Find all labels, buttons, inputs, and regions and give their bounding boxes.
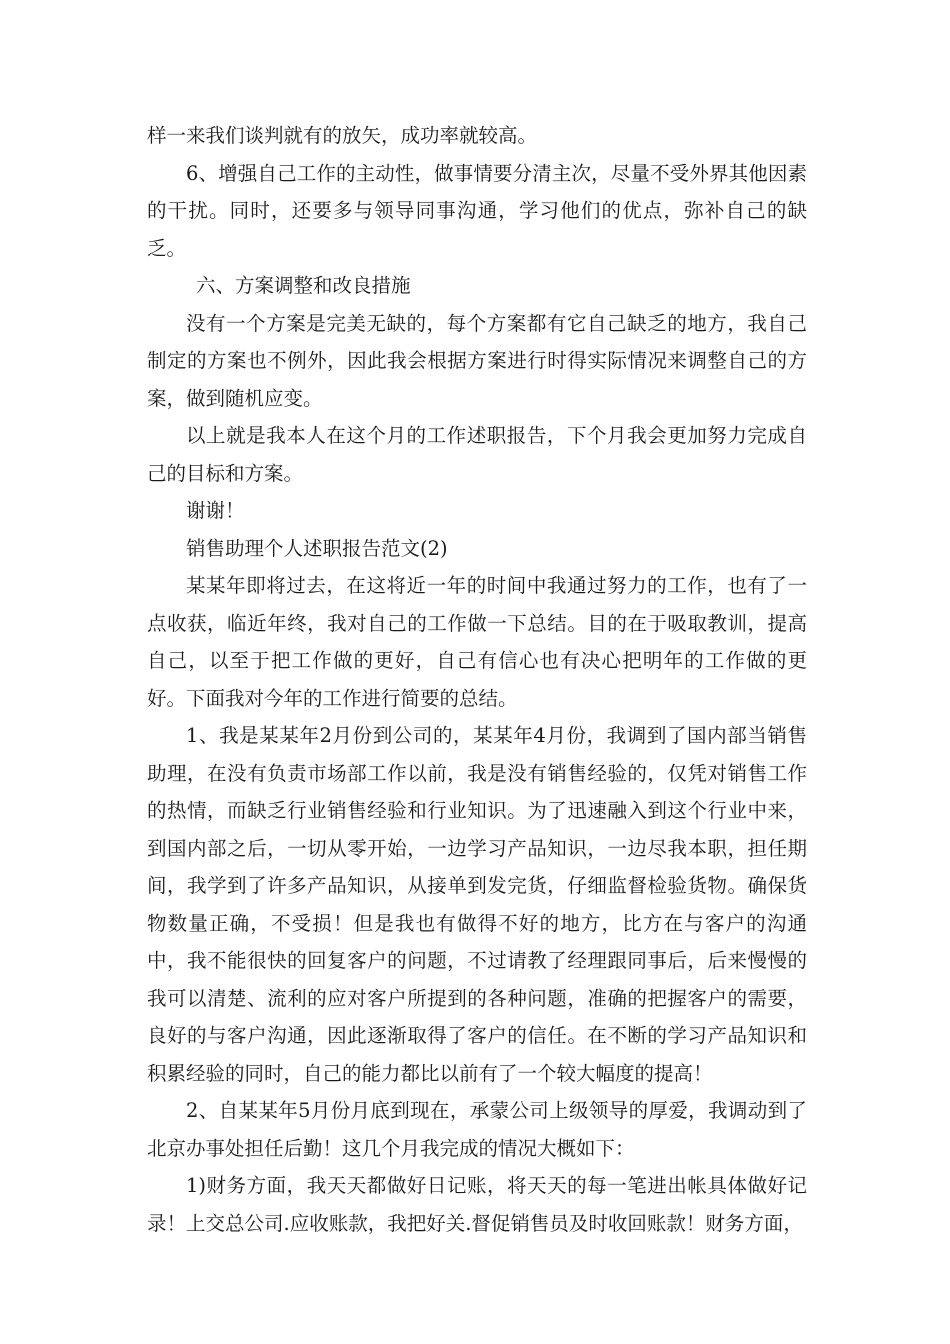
paragraph-item-1: 1、我是某某年2月份到公司的，某某年4月份，我调到了国内部当销售助理，在没有负责市场部工作以前，我是没有销售经验的，仅凭对销售工作的热情，而缺乏行业销售经验和行业知识。为了迅速融入到这个行业中来，到国内部之后，一切从零开始，一边学习产品知识，一边尽我本职，担任期间，我学到了许多产品知识，从接单到发完货，仔细监督检验货物。确保货物数量正确，不受损！但是我也有做得不好的地方，比方在与客户的沟通中，我不能很快的回复客户的问题，不过请教了经理跟同事后，后来慢慢的我可以清楚、流利的应对客户所提到的各种问题，准确的把握客户的需要，良好的与客户沟通，因此逐渐取得了客户的信任。在不断的学习产品知识和积累经验的同时，自己的能力都比以前有了一个较大幅度的提高！ (147, 724, 807, 1085)
section-heading-six: 六、方案调整和改良措施 (196, 274, 411, 297)
paragraph-finance: 1)财务方面，我天天都做好日记账，将天天的每一笔进出帐具体做好记录！上交总公司.应收账款，我把好关.督促销售员及时收回账款！财务方面， (147, 1174, 807, 1235)
paragraph-item-6: 6、增强自己工作的主动性，做事情要分清主次，尽量不受外界其他因素的干扰。同时，还要多与领导同事沟通，学习他们的优点，弥补自己的缺乏。 (147, 161, 807, 260)
paragraph-item-2: 2、自某某年5月份月底到现在，承蒙公司上级领导的厚爱，我调动到了北京办事处担任后勤！这几个月我完成的情况大概如下： (147, 1099, 807, 1160)
paragraph-intro: 某某年即将过去，在这将近一年的时间中我通过努力的工作，也有了一点收获，临近年终，我对自己的工作做一下总结。目的在于吸取教训，提高自己，以至于把工作做的更好，自己有信心也有决心把明年的工作做的更好。下面我对今年的工作进行简要的总结。 (147, 574, 807, 710)
document-subtitle: 销售助理个人述职报告范文(2) (186, 536, 448, 560)
paragraph-thanks: 谢谢！ (186, 499, 245, 522)
paragraph-closing: 以上就是我本人在这个月的工作述职报告，下个月我会更加努力完成自己的目标和方案。 (147, 424, 807, 485)
paragraph-continuation: 样一来我们谈判就有的放矢，成功率就较高。 (147, 124, 538, 147)
document-body (147, 117, 807, 1242)
paragraph-plan-adjustment: 没有一个方案是完美无缺的，每个方案都有它自己缺乏的地方，我自己制定的方案也不例外，因此我会根据方案进行时得实际情况来调整自己的方案，做到随机应变。 (147, 311, 807, 410)
